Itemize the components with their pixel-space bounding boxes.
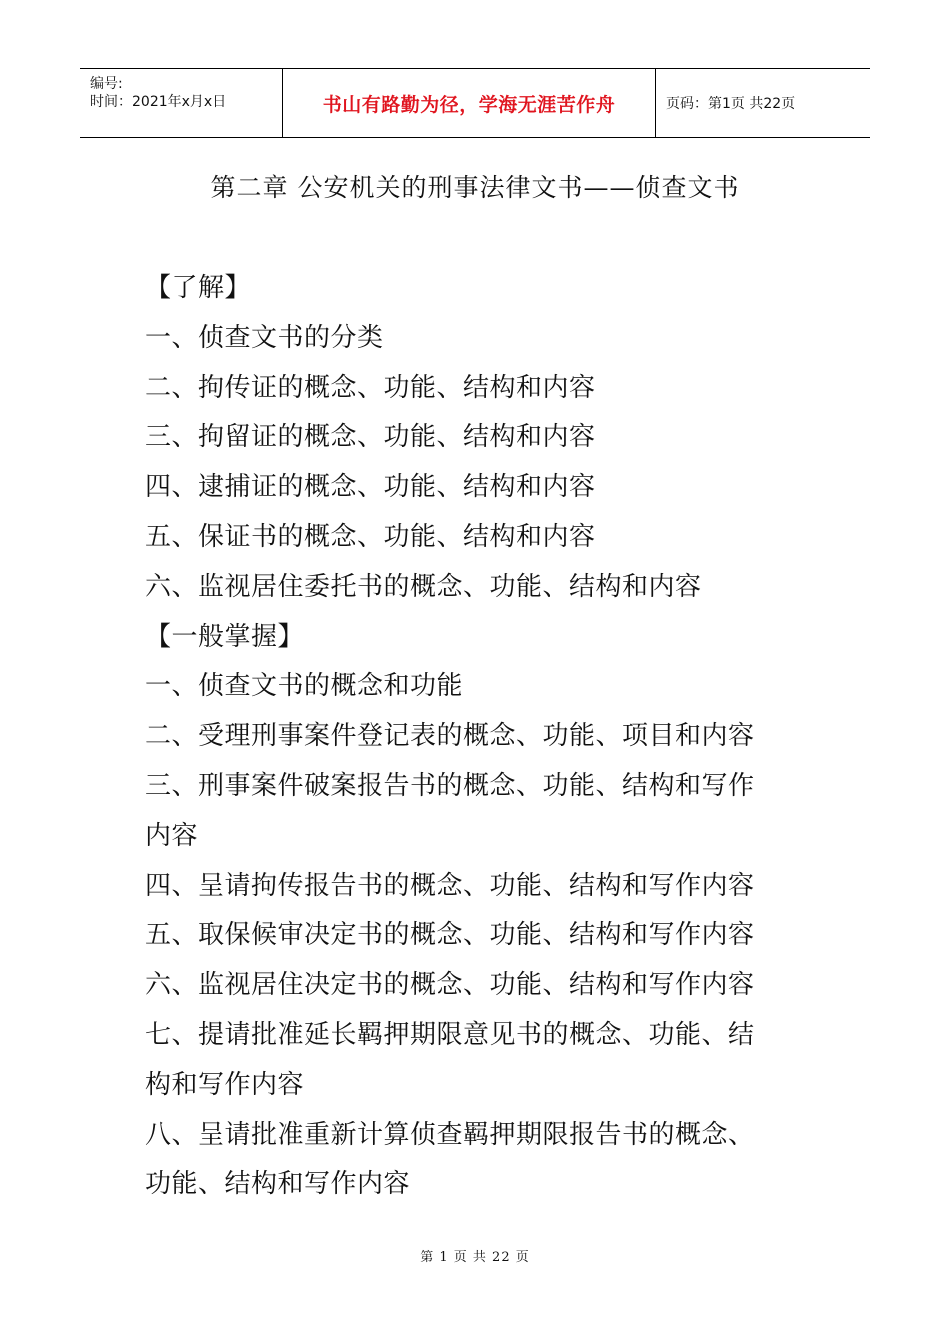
document-header: [80, 68, 870, 138]
header-motto-cell: [283, 69, 656, 137]
body-line: 一、侦查文书的概念和功能: [145, 671, 464, 702]
body-line: 构和写作内容: [145, 1069, 305, 1100]
body-line: 二、拘传证的概念、功能、结构和内容: [145, 372, 596, 403]
body-line: 【了解】: [145, 273, 252, 303]
body-line: 四、逮捕证的概念、功能、结构和内容: [145, 472, 596, 503]
body-line: 三、刑事案件破案报告书的概念、功能、结构和写作: [145, 770, 755, 801]
body-line: 二、受理刑事案件登记表的概念、功能、项目和内容: [145, 721, 755, 752]
body-line: 一、侦查文书的分类: [145, 322, 384, 353]
body-line: 七、提请批准延长羁押期限意见书的概念、功能、结: [145, 1019, 755, 1050]
header-page-info: 页码：第1页 共22页: [666, 96, 796, 112]
document-time-label: 时间：2021年x月x日: [90, 94, 227, 110]
document-body: [145, 264, 815, 1210]
body-line: 八、呈请批准重新计算侦查羁押期限报告书的概念、: [145, 1119, 755, 1150]
header-page-cell: [656, 69, 870, 137]
header-meta-cell: [80, 69, 283, 137]
body-line: 内容: [145, 820, 199, 851]
body-line: 功能、结构和写作内容: [145, 1169, 411, 1200]
body-line: 五、保证书的概念、功能、结构和内容: [145, 521, 596, 552]
body-line: 三、拘留证的概念、功能、结构和内容: [145, 422, 596, 453]
body-line: 五、取保候审决定书的概念、功能、结构和写作内容: [145, 920, 755, 951]
body-line: 【一般掌握】: [145, 621, 305, 652]
document-number-label: 编号:: [90, 76, 123, 92]
body-line: 六、监视居住决定书的概念、功能、结构和写作内容: [145, 970, 755, 1001]
page-footer: 第 1 页 共 22 页: [420, 1250, 530, 1265]
body-line: 六、监视居住委托书的概念、功能、结构和内容: [145, 571, 702, 602]
chapter-title: 第二章 公安机关的刑事法律文书——侦查文书: [210, 173, 740, 202]
body-line: 四、呈请拘传报告书的概念、功能、结构和写作内容: [145, 870, 755, 901]
header-motto: 书山有路勤为径，学海无涯苦作舟: [322, 93, 616, 116]
